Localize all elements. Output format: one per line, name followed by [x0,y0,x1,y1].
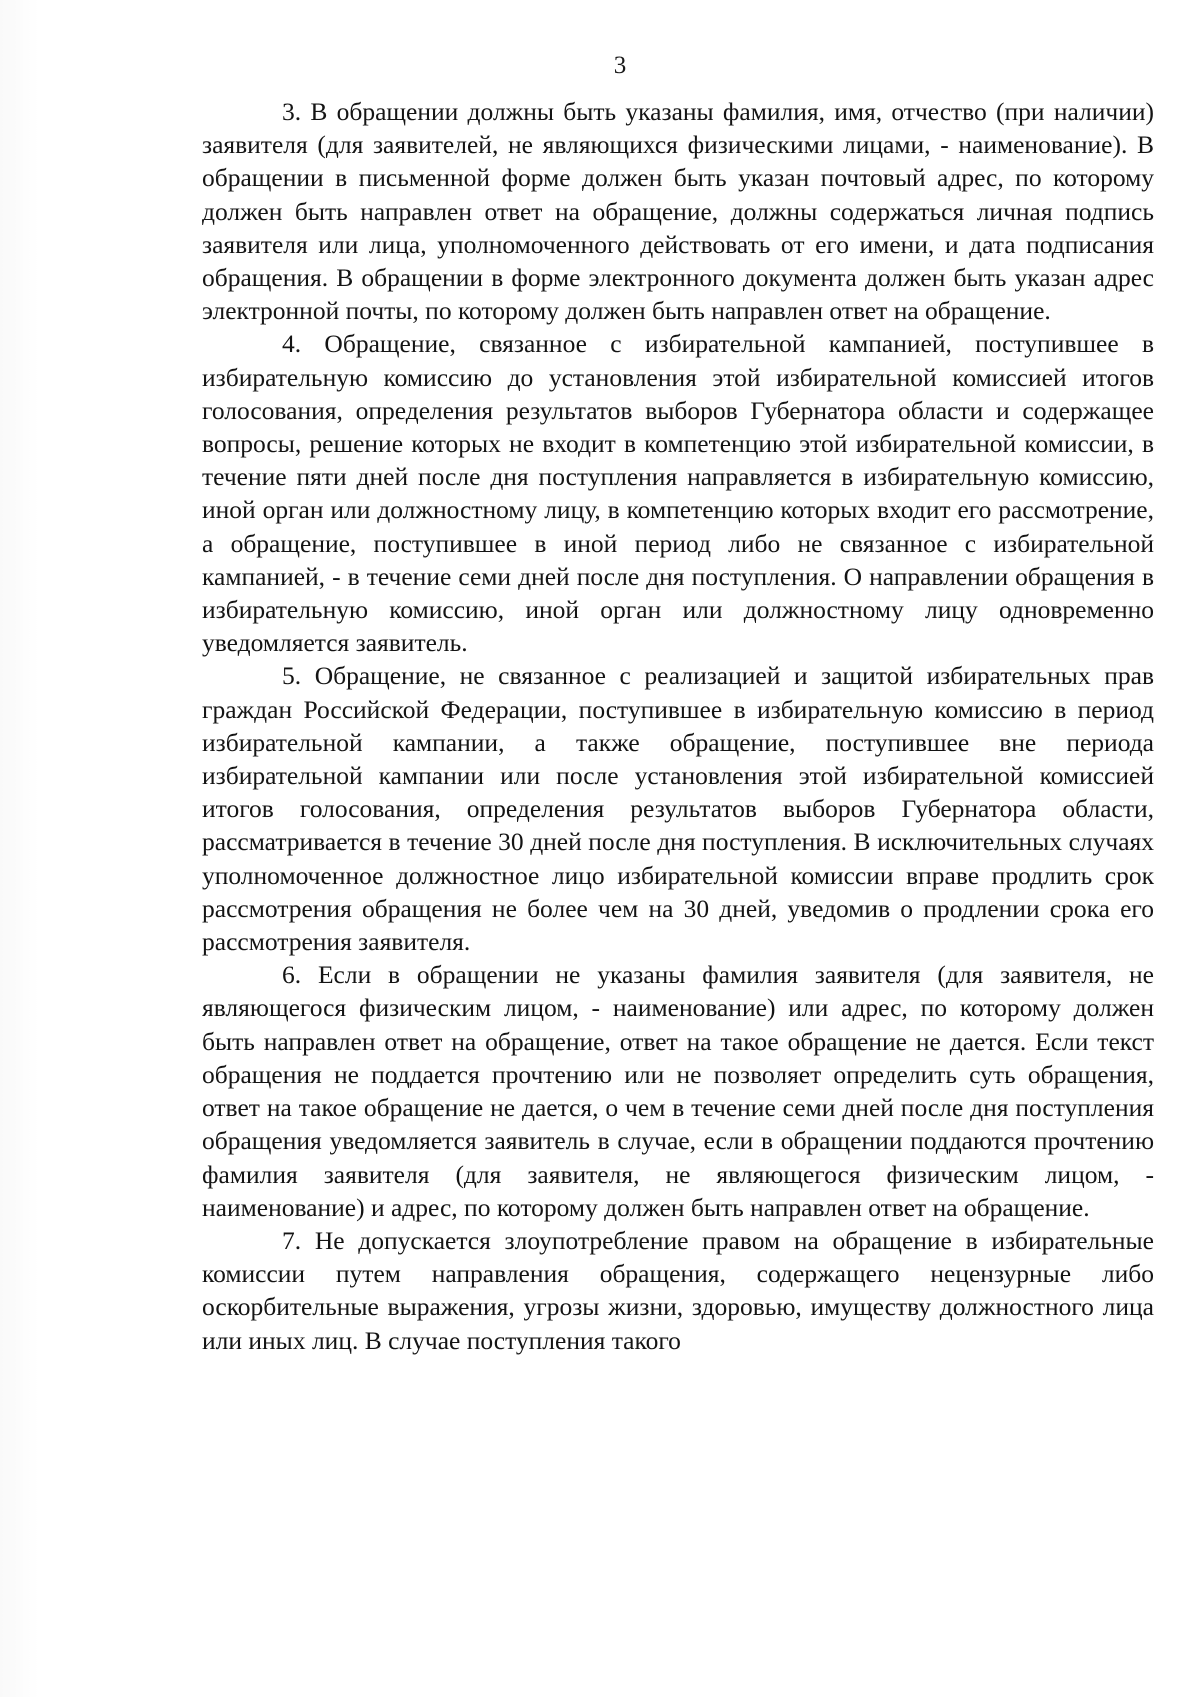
paragraph-7: 7. Не допускается злоупотребление правом на обращение в избирательные комиссии путем направления обращения, содержащего нецензурные либо оскорбительные выражения, угрозы жизни, здоровью, имуществу должностного лица или иных лиц. В случае поступления такого [202,1225,1154,1355]
paragraph-3: 3. В обращении должны быть указаны фамилия, имя, отчество (при наличии) заявителя (для заявителей, не являющихся физическими лицами, - наименование). В обращении в письменной форме должен быть указан почтовый адрес, по которому должен быть направлен ответ на обращение, должны содержаться личная подпись заявителя или лица, уполномоченного действовать от его имени, и дата подписания обращения. В обращении в форме электронного документа должен быть указан адрес электронной почты, по которому должен быть направлен ответ на обращение. [202,97,1154,326]
paragraph-4: 4. Обращение, связанное с избирательной кампанией, поступившее в избирательную комиссию до установления этой избирательной комиссией итогов голосования, определения результатов выборов Губернатора области и содержащее вопросы, решение которых не входит в компетенцию этой избирательной комиссии, в течение пяти дней после дня поступления направляется в избирательную комиссию, иной орган или должностному лицу, в компетенцию которых входит его рассмотрение, а обращение, поступившее в иной период либо не связанное с избирательной кампанией, - в течение семи дней после дня поступления. О направлении обращения в избирательную комиссию, иной орган или должностному лицу одновременно уведомляется заявитель. [202,329,1154,658]
paragraph-5: 5. Обращение, не связанное с реализацией и защитой избирательных прав граждан Российской Федерации, поступившее в избирательную комиссию в период избирательной кампании, а также обращение, поступившее вне периода избирательной кампании или после установления этой избирательной комиссией итогов голосования, определения результатов выборов Губернатора области, рассматривается в течение 30 дней после дня поступления. В исключительных случаях уполномоченное должностное лицо избирательной комиссии вправе продлить срок рассмотрения обращения не более чем на 30 дней, уведомив о продлении срока его рассмотрения заявителя. [202,661,1154,957]
page-number: 3 [613,52,627,79]
document-body [202,95,1154,1357]
scan-edge-shading [0,0,40,1697]
paragraph-6: 6. Если в обращении не указаны фамилия заявителя (для заявителя, не являющегося физическим лицом, - наименование) или адрес, по которому должен быть направлен ответ на обращение, ответ на такое обращение не дается. Если текст обращения не поддается прочтению или не позволяет определить суть обращения, ответ на такое обращение не дается, о чем в течение семи дней после дня поступления обращения уведомляется заявитель в случае, если в обращении поддаются прочтению фамилия заявителя (для заявителя, не являющегося физическим лицом, - наименование) и адрес, по которому должен быть направлен ответ на обращение. [202,960,1154,1222]
